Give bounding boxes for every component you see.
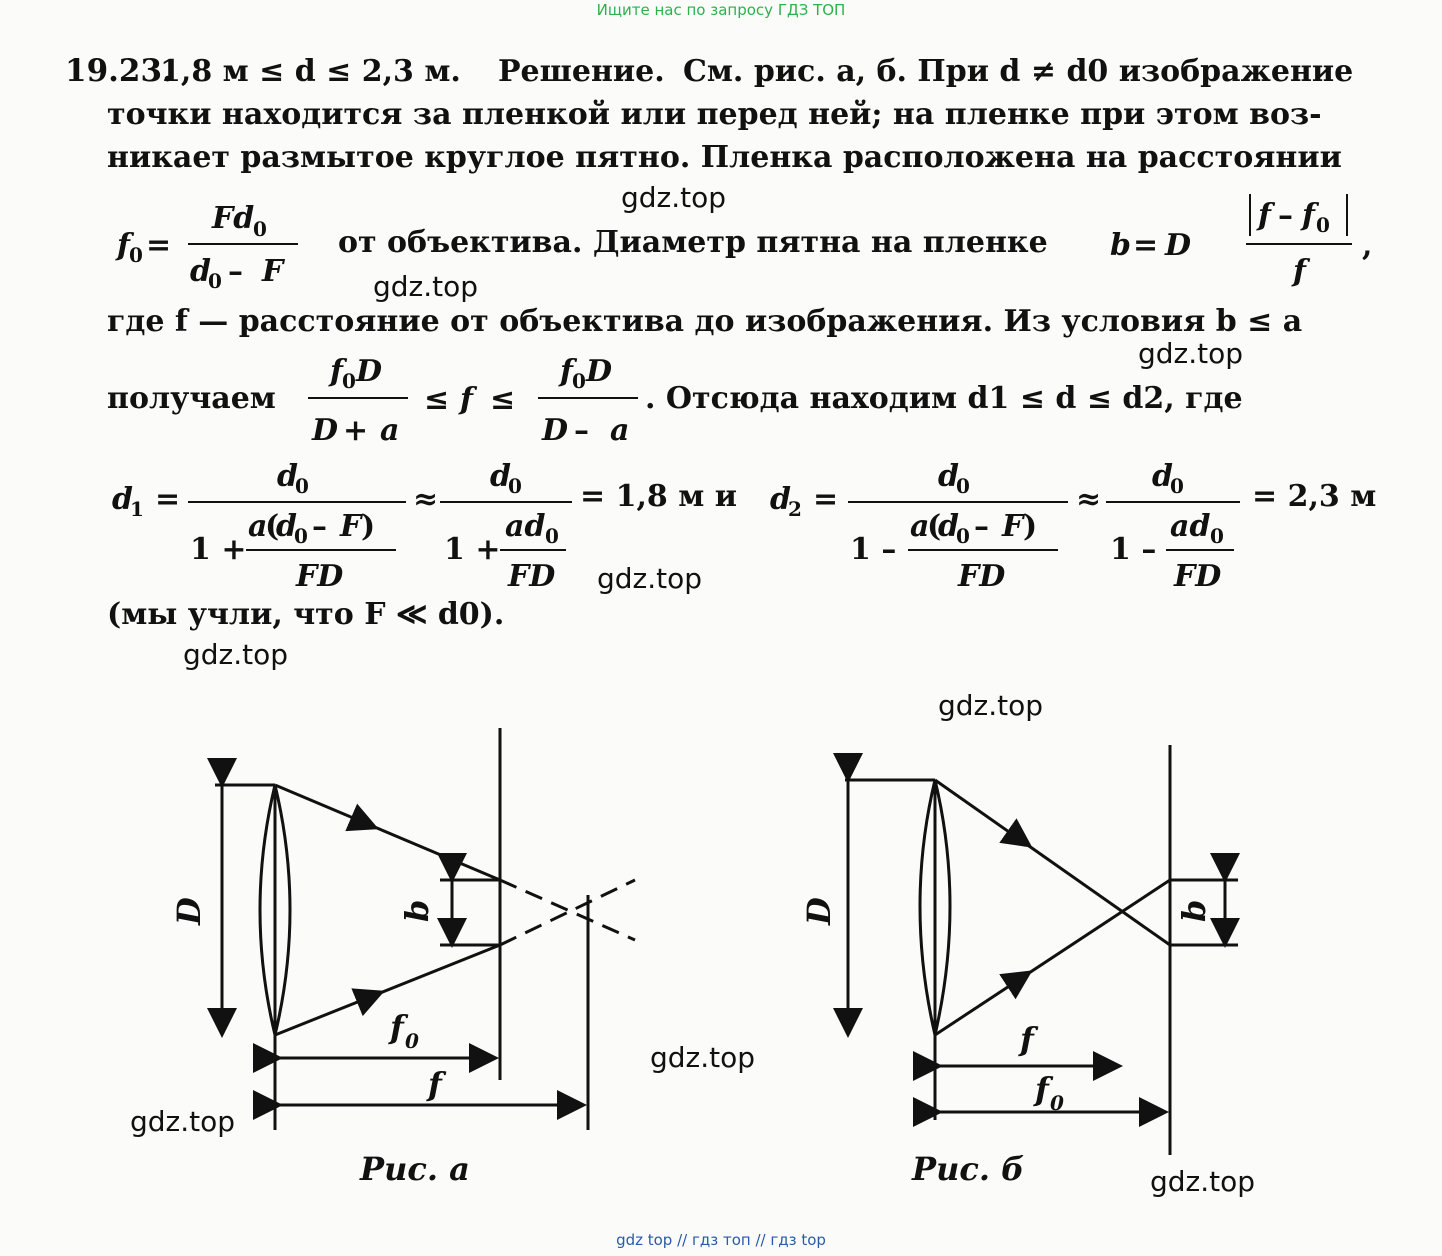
svg-text:0: 0 <box>956 474 970 498</box>
svg-text:d: d <box>490 459 511 494</box>
svg-text:0: 0 <box>253 217 267 241</box>
svg-text:1 +: 1 + <box>444 532 501 567</box>
svg-text:0: 0 <box>572 369 586 393</box>
svg-text:d: d <box>1152 459 1173 494</box>
svg-text:d: d <box>112 482 133 517</box>
svg-text:D: D <box>1165 228 1192 263</box>
svg-text:a: a <box>248 509 268 544</box>
svg-text:+: + <box>343 413 369 448</box>
svg-text:FD: FD <box>1174 559 1222 594</box>
label-b-a: b <box>398 899 436 922</box>
svg-text:): ) <box>1023 509 1038 544</box>
svg-text:–: – <box>312 509 327 544</box>
line-3: никает размытое круглое пятно. Пленка расположена на расстоянии <box>107 140 1342 175</box>
svg-text:FD: FD <box>296 559 344 594</box>
svg-text:0: 0 <box>342 369 356 393</box>
solution-lead: Решение. <box>498 54 665 89</box>
line-5: где f — расстояние от объектива до изображения. Из условия b ≤ a <box>107 304 1303 339</box>
label-f-b: f <box>1020 1020 1034 1058</box>
svg-text:1 –: 1 – <box>850 532 897 567</box>
watermark: gdz.top <box>938 689 1044 722</box>
svg-text:d: d <box>277 459 298 494</box>
svg-text:–: – <box>974 509 989 544</box>
line-6-end: . Отсюда находим d1 ≤ d ≤ d2, где <box>645 381 1243 416</box>
svg-text:1: 1 <box>130 497 144 521</box>
svg-text:ad: ad <box>505 509 546 544</box>
svg-text:d: d <box>190 254 211 289</box>
svg-text:–: – <box>228 254 243 289</box>
f0-text: от объектива. Диаметр пятна на пленке <box>338 225 1048 260</box>
svg-text:a: a <box>610 413 630 448</box>
svg-text:≈: ≈ <box>413 482 439 517</box>
svg-text:f: f <box>1293 254 1306 289</box>
svg-text:=: = <box>155 482 181 517</box>
label-f0-a: f <box>390 1008 404 1046</box>
svg-text:(: ( <box>265 509 280 544</box>
svg-text:–: – <box>574 413 589 448</box>
svg-text:0: 0 <box>956 524 970 548</box>
svg-text:0: 0 <box>208 269 222 293</box>
svg-text:=: = <box>1133 228 1159 263</box>
svg-text:0: 0 <box>508 474 522 498</box>
problem-number: 19.23. <box>65 53 173 89</box>
watermark: gdz.top <box>373 270 479 303</box>
svg-text:F: F <box>262 254 284 289</box>
line-6-start: получаем <box>107 381 276 416</box>
footer-links[interactable]: gdz top // гдз топ // гдз top <box>616 1231 826 1249</box>
svg-text:0: 0 <box>1170 474 1184 498</box>
svg-text:f: f <box>117 228 130 263</box>
svg-text:,: , <box>1362 228 1373 263</box>
svg-text:D: D <box>312 413 339 448</box>
label-f-a: f <box>428 1065 442 1103</box>
svg-text:f: f <box>460 382 473 417</box>
svg-text:≈: ≈ <box>1076 482 1102 517</box>
svg-text:a: a <box>910 509 930 544</box>
svg-text:F: F <box>1002 509 1024 544</box>
label-D-b: D <box>800 897 838 925</box>
watermark: gdz.top <box>1138 337 1244 370</box>
svg-text:D: D <box>542 413 569 448</box>
svg-text:a: a <box>380 413 400 448</box>
svg-text:2: 2 <box>788 497 802 521</box>
svg-text:d: d <box>770 482 791 517</box>
svg-text:0: 0 <box>545 524 559 548</box>
watermark: gdz.top <box>183 638 289 671</box>
svg-text:Fd: Fd <box>212 201 255 236</box>
formula-d1 <box>112 459 572 594</box>
watermark: gdz.top <box>597 562 703 595</box>
watermark: gdz.top <box>650 1041 756 1074</box>
svg-text:0: 0 <box>1210 524 1224 548</box>
svg-text:f: f <box>560 354 573 389</box>
line-1: См. рис. а, б. При d ≠ d0 изображение <box>683 54 1354 89</box>
svg-text:d: d <box>276 509 297 544</box>
note-line: (мы учли, что F ≪ d0). <box>107 597 505 632</box>
svg-text:≤: ≤ <box>424 382 450 417</box>
svg-text:): ) <box>361 509 376 544</box>
label-b-b: b <box>1175 899 1213 922</box>
svg-text:0: 0 <box>1316 213 1330 237</box>
svg-text:D: D <box>356 354 383 389</box>
formula-d2 <box>770 459 1240 594</box>
line-2: точки находится за пленкой или перед ней; на пленке при этом воз- <box>107 97 1322 132</box>
formula-b <box>1110 194 1372 289</box>
svg-text:F: F <box>340 509 362 544</box>
watermark: gdz.top <box>1150 1165 1256 1198</box>
svg-text:=: = <box>813 482 839 517</box>
svg-text:d: d <box>938 459 959 494</box>
caption-b: Рис. б <box>912 1150 1025 1188</box>
svg-text:d: d <box>938 509 959 544</box>
formula-inequality <box>308 354 638 448</box>
search-banner[interactable]: Ищите нас по запросу ГДЗ ТОП <box>596 1 846 19</box>
svg-text:FD: FD <box>958 559 1006 594</box>
svg-text:0: 0 <box>405 1029 419 1053</box>
svg-text:0: 0 <box>129 243 143 267</box>
svg-text:=: = <box>146 228 172 263</box>
svg-text:(: ( <box>927 509 942 544</box>
watermark: gdz.top <box>130 1105 236 1138</box>
watermark: gdz.top <box>621 181 727 214</box>
answer-range: 1,8 м ≤ d ≤ 2,3 м. <box>160 54 461 89</box>
svg-text:D: D <box>586 354 613 389</box>
svg-text:f: f <box>330 354 343 389</box>
label-D-a: D <box>170 897 208 925</box>
svg-text:0: 0 <box>295 474 309 498</box>
svg-text:ad: ad <box>1170 509 1211 544</box>
svg-text:≤: ≤ <box>490 382 516 417</box>
svg-text:f: f <box>1258 198 1271 233</box>
caption-a: Рис. а <box>360 1150 470 1188</box>
label-f0-b: f <box>1035 1070 1049 1108</box>
svg-text:1 +: 1 + <box>190 532 247 567</box>
svg-text:0: 0 <box>294 524 308 548</box>
svg-text:f: f <box>1302 198 1315 233</box>
svg-text:0: 0 <box>1050 1091 1064 1115</box>
approx-value-1: = 1,8 м и <box>580 479 737 514</box>
svg-text:1 –: 1 – <box>1110 532 1157 567</box>
svg-text:–: – <box>1278 198 1293 233</box>
svg-text:b: b <box>1110 228 1131 263</box>
svg-text:FD: FD <box>508 559 556 594</box>
formula-f0 <box>115 201 298 293</box>
approx-value-2: = 2,3 м <box>1252 479 1377 514</box>
figure-a <box>215 728 635 1130</box>
